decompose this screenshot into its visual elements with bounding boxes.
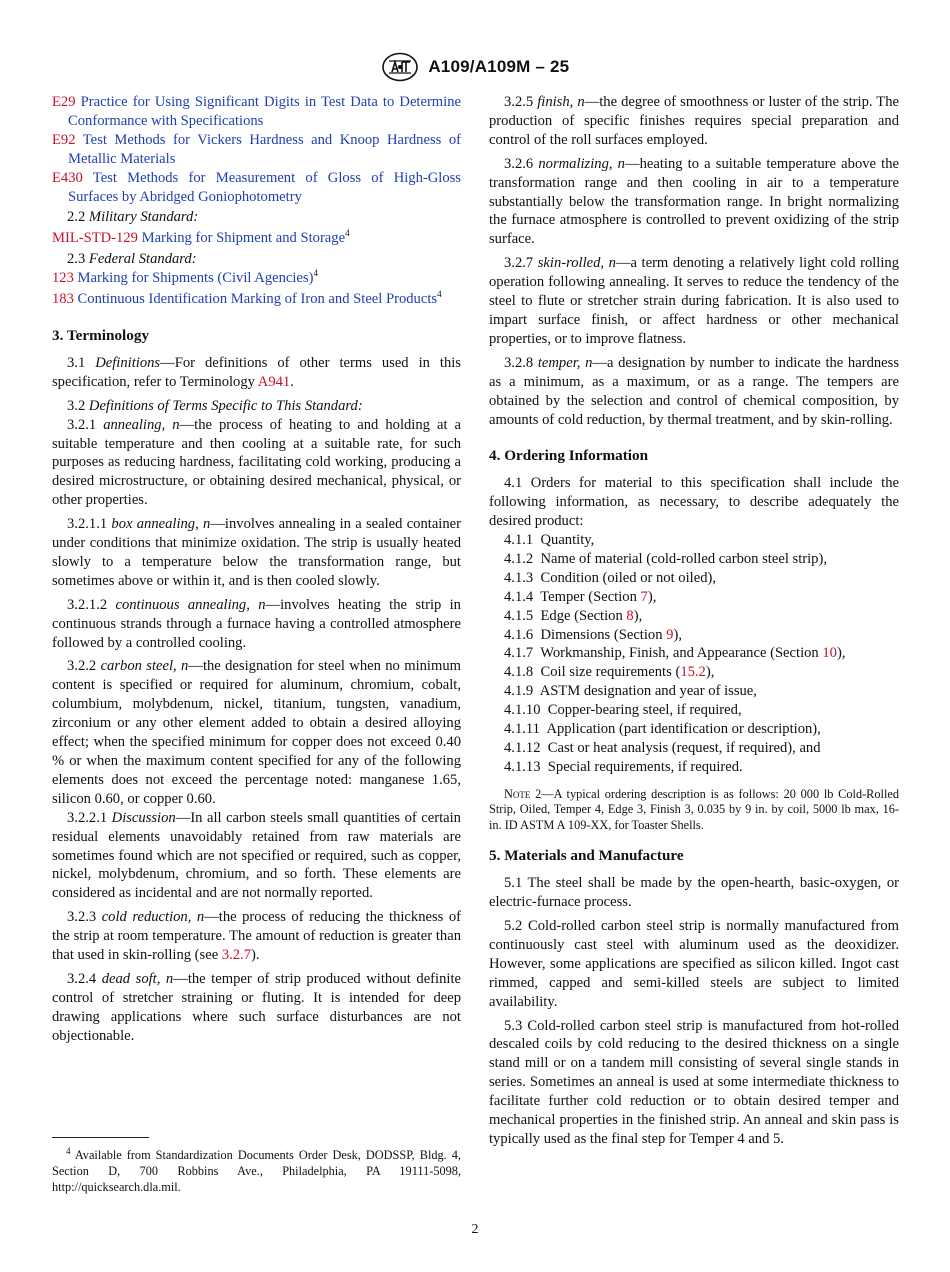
paragraph-5-1: 5.1 The steel shall be made by the open-hearth, basic-oxygen, or electric-furnace process. — [489, 875, 899, 911]
reference-title[interactable]: Marking for Shipment and Storage — [141, 230, 346, 247]
reference-code[interactable]: E430 — [52, 169, 83, 186]
footnote-4: $^4$ Available from Standardization Documents Order Desk, DODSSP, Bldg. 4, Section D, 700 Robbins Ave., Philadelphia, PA 19111-5098, http://quicksearch.dla.mil. — [52, 1145, 461, 1194]
page-header — [0, 52, 950, 82]
paragraph-3-2-1-2: 3.2.1.2 continuous annealing, n—involves heating the strip in continuous strands through a furnace having a controlled atmosphere followed by a controlled cooling. — [52, 596, 461, 651]
paragraph-3-1: 3.1 Definitions—For definitions of other terms used in this specification, refer to Terminology A941. — [52, 354, 461, 390]
footnote-marker[interactable]: 4 — [437, 289, 442, 300]
paragraph-5-3: 5.3 Cold-rolled carbon steel strip is manufactured from hot-rolled descaled coils by cold reducing to the desired thickness on a single stand mill or on a tandem mill consisting of several single stands in series. Sometimes an anneal is used at some intermediate thickness to facilitate further cold reduction or to obtain desired temper and mechanical properties in the finished strip. An anneal and skin pass is typically used as the final step for Temper 4 and 5. — [489, 1017, 899, 1147]
reference-code[interactable]: 183 — [52, 291, 74, 308]
list-item: 4.1.5 Edge (Section 8), — [504, 607, 643, 624]
reference-fed-183 — [52, 290, 461, 309]
reference-code[interactable]: E92 — [52, 131, 76, 148]
footnote-marker[interactable]: 4 — [345, 228, 350, 239]
link-15-2[interactable]: 15.2 — [680, 664, 706, 681]
footnote-divider — [52, 1137, 149, 1138]
reference-e92 — [52, 131, 461, 169]
reference-e29 — [52, 93, 461, 131]
reference-title[interactable]: Marking for Shipments (Civil Agencies) — [77, 270, 314, 287]
list-item: 4.1.13 Special requirements, if required. — [504, 758, 743, 775]
reference-fed-123 — [52, 269, 461, 288]
paragraph-3-2-8: 3.2.8 temper, n—a designation by number to indicate the hardness as a minimum, as a maximum, or as a range. The tempers are obtained by the selection and control of chemical composition, by amounts of cold reduction, by thermal treatment, and by skin-rolling. — [489, 354, 899, 428]
link-a941[interactable]: A941 — [257, 373, 291, 390]
left-column — [52, 93, 461, 1051]
section-4-heading: 4. Ordering Information — [489, 447, 649, 465]
section-5-heading: 5. Materials and Manufacture — [489, 847, 684, 865]
federal-standard-heading: 2.3 Federal Standard: — [67, 251, 197, 268]
reference-mil-std-129 — [52, 229, 461, 248]
paragraph-3-2: 3.2 Definitions of Terms Specific to This Standard: — [67, 397, 363, 414]
military-standard-heading: 2.2 Military Standard: — [67, 209, 199, 226]
link-section-8[interactable]: 8 — [626, 607, 634, 624]
list-item: 4.1.9 ASTM designation and year of issue, — [504, 683, 757, 700]
paragraph-3-2-5: 3.2.5 finish, n—the degree of smoothness or luster of the strip. The production of specific finishes requires special preparation and control of the roll surfaces employed. — [489, 94, 899, 148]
list-item: 4.1.3 Condition (oiled or not oiled), — [504, 569, 716, 586]
section-3-heading: 3. Terminology — [52, 326, 150, 344]
list-item: 4.1.4 Temper (Section 7), — [504, 588, 657, 605]
link-section-7[interactable]: 7 — [640, 588, 648, 605]
reference-code[interactable]: 123 — [52, 270, 74, 287]
paragraph-3-2-3: 3.2.3 cold reduction, n—the process of reducing the thickness of the strip at room temperature. The amount of reduction is greater than that used in skin-rolling (see 3.2.7). — [52, 909, 461, 964]
list-item: 4.1.11 Application (part identification or description), — [504, 721, 821, 738]
document-designation: A109/A109M – 25 — [428, 56, 570, 76]
reference-code[interactable]: E29 — [52, 94, 76, 110]
list-item: 4.1.10 Copper-bearing steel, if required, — [504, 702, 742, 719]
note-2: Note 2—A typical ordering description is as follows: 20 000 lb Cold-Rolled Strip, Oiled, Temper 4, Edge 3, Finish 3, 0.035 by 9 in. by coil, 5000 lb max, 16-in. ID ASTM A 109-XX, for Toaster Shells. — [489, 786, 899, 832]
reference-e430 — [52, 169, 461, 207]
reference-code[interactable]: MIL-STD-129 — [52, 230, 138, 247]
link-3-2-7[interactable]: 3.2.7 — [221, 947, 252, 964]
paragraph-3-2-2: 3.2.2 carbon steel, n—the designation for steel when no minimum content is specified or required for aluminum, chromium, cobalt, columbium, molybdenum, nickel, titanium, tungsten, vanadium, zirconium or any other element added to obtain a desired alloying effect; when the specified minimum for copper does not exceed 0.40 % or when the maximum content specified for any of the following elements does not exceed the percentage noted: manganese 1.65, silicon 0.60, or copper 0.60. — [52, 658, 461, 807]
list-item: 4.1.6 Dimensions (Section 9), — [504, 626, 682, 643]
astm-logo-icon — [381, 52, 419, 82]
list-item: 4.1.1 Quantity, — [504, 532, 595, 549]
paragraph-3-2-7: 3.2.7 skin-rolled, n—a term denoting a relatively light cold rolling operation following annealing. It serves to reduce the tendency of the steel to flute or stretcher strain during fabrication. It is also used to impart surface finish, or affect hardness or other mechanical properties, or to improve flatness. — [489, 255, 899, 347]
ordering-list — [489, 531, 899, 777]
footnote-marker[interactable]: 4 — [313, 268, 318, 279]
paragraph-5-2: 5.2 Cold-rolled carbon steel strip is normally manufactured from continuously cast steel with aluminum used as the deoxidizer. However, some applications are specified as silicon killed. Ingot cast rimmed, capped and semi-killed steels are subject to limited availability. — [489, 918, 899, 1010]
link-section-10[interactable]: 10 — [822, 645, 837, 662]
reference-title[interactable]: Test Methods for Vickers Hardness and Knoop Hardness of Metallic Materials — [68, 131, 461, 167]
paragraph-3-2-6: 3.2.6 normalizing, n—heating to a suitable temperature above the transformation range and then cooling in air to a temperature substantially below the transformation range. In bright normalizing the furnace atmosphere is controlled to prevent oxidizing of the strip surface. — [489, 155, 899, 248]
paragraph-3-2-2-1: 3.2.2.1 Discussion—In all carbon steels small quantities of certain residual elements unavoidably retained from raw materials are sometimes found which are not specified or required, such as copper, nickel, molybdenum, chromium, and so forth. These elements are considered as incidental and are not normally reported. — [52, 809, 461, 902]
list-item: 4.1.7 Workmanship, Finish, and Appearance (Section 10), — [504, 645, 846, 662]
reference-title[interactable]: Continuous Identification Marking of Iron and Steel Products — [77, 291, 438, 308]
list-item: 4.1.8 Coil size requirements (15.2), — [504, 664, 715, 681]
paragraph-4-1: 4.1 Orders for material to this specification shall include the following information, as necessary, to describe adequately the desired product: — [489, 475, 899, 530]
link-section-9[interactable]: 9 — [666, 626, 674, 643]
paragraph-3-2-1: 3.2.1 annealing, n—the process of heating to and holding at a suitable temperature and then cooling at a suitable rate, for such purposes as reducing hardness, facilitating cold working, producing a desired microstructure, or obtaining desired mechanical, physical, or other properties. — [52, 416, 461, 509]
paragraph-3-2-4: 3.2.4 dead soft, n—the temper of strip produced without definite control of stretcher straining or fluting. It is intended for deep drawing applications where such surface disturbances are not objectionable. — [52, 970, 461, 1044]
list-item: 4.1.2 Name of material (cold-rolled carbon steel strip), — [504, 550, 827, 567]
list-item: 4.1.12 Cast or heat analysis (request, if required), and — [504, 740, 821, 756]
reference-title[interactable]: Practice for Using Significant Digits in Test Data to Determine Conformance with Specifications — [68, 94, 461, 129]
paragraph-3-2-1-1: 3.2.1.1 box annealing, n—involves annealing in a sealed container under conditions that minimize oxidation. The strip is usually heated slowly to a temperature below the transformation range, but sometimes above or within it, and is then cooled slowly. — [52, 516, 461, 589]
right-column — [489, 93, 899, 1154]
reference-title[interactable]: Test Methods for Measurement of Gloss of High-Gloss Surfaces by Abridged Goniophotometry — [68, 169, 461, 205]
page-number: 2 — [471, 1222, 479, 1237]
